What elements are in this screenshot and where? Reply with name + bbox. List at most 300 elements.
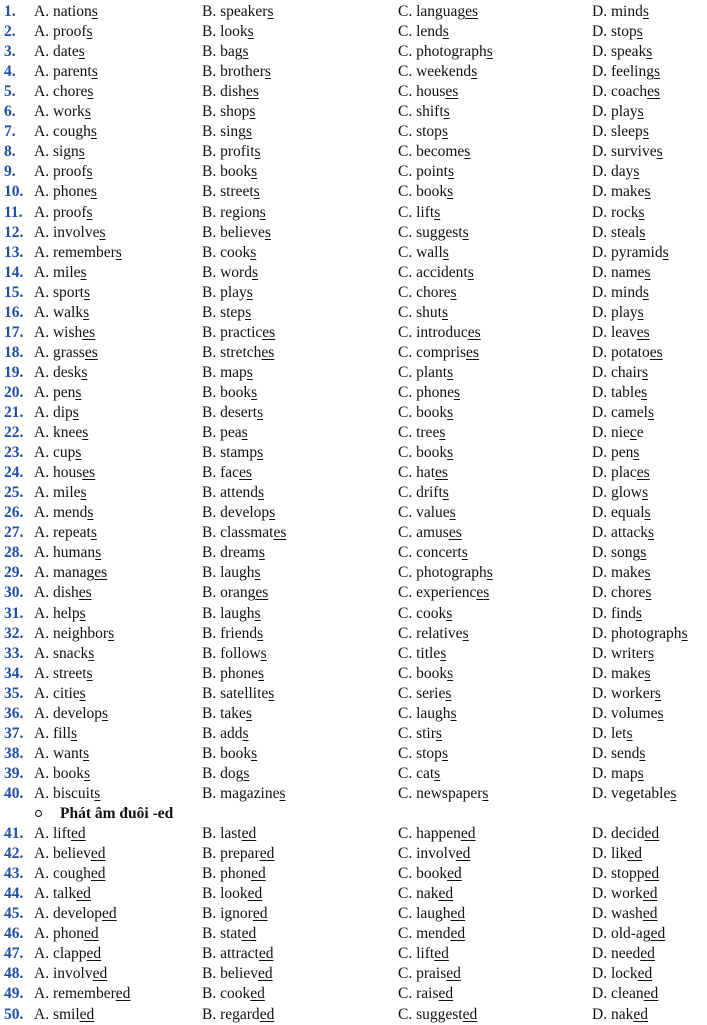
option-letter: C. — [398, 764, 417, 782]
underlined-ending: s — [249, 103, 256, 121]
underlined-ending: s — [91, 63, 98, 81]
option-letter: C. — [398, 504, 417, 522]
question-number: 10. — [4, 183, 24, 201]
question-row — [0, 102, 707, 122]
option-letter: B. — [202, 704, 221, 722]
word-part: proof — [52, 23, 87, 41]
option-b — [202, 824, 256, 844]
word-part: concert — [416, 544, 462, 562]
underlined-ending: s — [83, 764, 90, 782]
option-d — [592, 2, 649, 22]
option-letter: B. — [202, 744, 221, 762]
option-a — [34, 904, 117, 924]
option-c — [398, 764, 440, 784]
option-letter: A. — [34, 784, 53, 802]
option-letter: B. — [202, 925, 221, 943]
option-d — [592, 964, 652, 984]
underlined-ending: s — [486, 564, 493, 582]
option-letter: B. — [202, 323, 221, 341]
word-part: phon — [52, 925, 84, 943]
underlined-ending: s — [461, 544, 468, 562]
option-b — [202, 764, 249, 784]
option-b — [202, 664, 264, 684]
option-d — [592, 383, 647, 403]
underlined-ending: s — [257, 664, 265, 682]
underlined-ending: s — [654, 684, 661, 702]
underlined-ending: s — [635, 604, 642, 622]
word-part: song — [610, 544, 641, 562]
underlined-ending: s — [644, 564, 651, 582]
underlined-ending: s — [88, 644, 95, 662]
underlined-ending: s — [644, 183, 651, 201]
option-letter: C. — [398, 704, 417, 722]
option-letter: C. — [398, 103, 417, 121]
question-row — [0, 1005, 707, 1025]
word-part: manag — [52, 564, 95, 582]
option-b — [202, 363, 253, 383]
option-letter: A. — [34, 885, 53, 903]
underlined-ending: s — [75, 383, 82, 401]
section-heading-ed — [0, 804, 707, 824]
option-letter: A. — [34, 604, 53, 622]
word-part: phone — [220, 664, 258, 682]
word-part: develop — [52, 905, 103, 923]
question-number: 35. — [4, 684, 24, 702]
option-letter: B. — [202, 203, 221, 221]
option-letter: B. — [202, 363, 221, 381]
option-a — [34, 604, 86, 624]
word-part: amus — [416, 524, 449, 542]
underlined-ending: s — [247, 23, 254, 41]
option-letter: A. — [34, 43, 53, 61]
question-number: 7. — [4, 123, 16, 141]
underlined-ending: c — [629, 424, 637, 442]
question-row — [0, 62, 707, 82]
question-number: 18. — [4, 343, 24, 361]
option-letter: D. — [592, 664, 611, 682]
underlined-ending: ed — [460, 825, 476, 843]
option-letter: D. — [592, 845, 611, 863]
underlined-ending: es — [78, 584, 92, 602]
underlined-ending: es — [476, 584, 490, 602]
option-a — [34, 684, 86, 704]
underlined-ending: s — [258, 544, 265, 562]
word-part: e — [636, 424, 644, 442]
option-letter: D. — [592, 784, 611, 802]
question-row — [0, 463, 707, 483]
option-b — [202, 62, 271, 82]
option-c — [398, 523, 462, 543]
option-letter: A. — [34, 223, 53, 241]
option-letter: D. — [592, 43, 611, 61]
option-a — [34, 503, 93, 523]
option-letter: C. — [398, 945, 417, 963]
option-letter: B. — [202, 905, 221, 923]
option-c — [398, 503, 456, 523]
word-part: street — [52, 664, 87, 682]
option-c — [398, 263, 474, 283]
option-c — [398, 162, 454, 182]
word-part: dish — [52, 584, 79, 602]
question-row — [0, 884, 707, 904]
option-d — [592, 844, 642, 864]
option-letter: C. — [398, 203, 417, 221]
option-letter: A. — [34, 965, 53, 983]
option-b — [202, 263, 258, 283]
option-letter: D. — [592, 724, 611, 742]
word-part: rais — [416, 985, 439, 1003]
underlined-ending: s — [83, 283, 90, 301]
word-part: attend — [220, 484, 258, 502]
word-part: stat — [220, 925, 242, 943]
option-b — [202, 82, 259, 102]
question-row — [0, 864, 707, 884]
option-letter: D. — [592, 464, 611, 482]
option-letter: A. — [34, 544, 53, 562]
word-part: nak — [610, 1005, 634, 1023]
word-part: weekend — [416, 63, 472, 81]
underlined-ending: s — [644, 504, 651, 522]
option-d — [592, 82, 660, 102]
underlined-ending: s — [636, 23, 643, 41]
question-row — [0, 203, 707, 223]
question-number: 5. — [4, 83, 16, 101]
option-c — [398, 203, 440, 223]
option-letter: A. — [34, 323, 53, 341]
word-part: dog — [220, 764, 244, 782]
option-letter: B. — [202, 263, 221, 281]
option-d — [592, 644, 654, 664]
option-letter: B. — [202, 383, 221, 401]
underlined-ending: s — [254, 143, 261, 161]
underlined-ending: s — [657, 704, 664, 722]
option-a — [34, 423, 88, 443]
underlined-ending: s — [656, 143, 663, 161]
option-letter: C. — [398, 784, 417, 802]
option-d — [592, 984, 658, 1004]
option-letter: D. — [592, 363, 611, 381]
option-letter: C. — [398, 183, 417, 201]
word-part: remember — [52, 985, 116, 1003]
option-letter: A. — [34, 865, 53, 883]
underlined-ending: s — [450, 283, 457, 301]
question-number: 20. — [4, 383, 24, 401]
underlined-ending: s — [245, 303, 252, 321]
underlined-ending: s — [633, 444, 640, 462]
word-part: last — [220, 825, 242, 843]
option-letter: A. — [34, 484, 53, 502]
underlined-ending: s — [637, 764, 644, 782]
word-part: suggest — [416, 1005, 463, 1023]
underlined-ending: s — [442, 243, 449, 261]
underlined-ending: s — [637, 303, 644, 321]
option-b — [202, 984, 265, 1004]
option-b — [202, 182, 260, 202]
option-b — [202, 483, 264, 503]
option-a — [34, 964, 107, 984]
question-number: 25. — [4, 484, 24, 502]
option-c — [398, 403, 453, 423]
word-part: tree — [416, 424, 440, 442]
word-part: value — [416, 504, 450, 522]
option-b — [202, 684, 274, 704]
underlined-ending: es — [239, 464, 252, 482]
word-part: book — [416, 404, 448, 421]
underlined-ending: s — [86, 23, 93, 41]
option-letter: B. — [202, 885, 221, 903]
word-part: sleep — [610, 123, 643, 141]
word-part: wash — [610, 905, 643, 923]
option-letter: A. — [34, 444, 53, 462]
word-part: book — [416, 664, 448, 682]
option-letter: B. — [202, 83, 221, 101]
underlined-ending: s — [449, 504, 456, 522]
option-a — [34, 363, 87, 383]
underlined-ending: s — [253, 183, 260, 201]
word-part: sign — [52, 143, 79, 161]
option-letter: D. — [592, 484, 611, 502]
word-part: newspaper — [416, 784, 483, 802]
word-part: stopp — [610, 865, 645, 883]
option-a — [34, 403, 79, 423]
word-part: word — [220, 263, 252, 281]
underlined-ending: s — [245, 123, 252, 141]
question-number: 27. — [4, 524, 24, 542]
option-letter: C. — [398, 123, 417, 141]
word-part: magazine — [220, 784, 280, 802]
question-row — [0, 604, 707, 624]
underlined-ending: s — [447, 183, 454, 201]
option-letter: C. — [398, 223, 417, 241]
word-part: book — [416, 183, 448, 201]
underlined-ending: ed — [644, 865, 660, 883]
underlined-ending: s — [90, 123, 97, 141]
underlined-ending: s — [442, 484, 449, 502]
underlined-ending: s — [642, 283, 649, 301]
option-d — [592, 303, 644, 323]
option-a — [34, 924, 99, 944]
option-a — [34, 243, 122, 263]
option-letter: A. — [34, 3, 53, 20]
option-letter: B. — [202, 143, 221, 161]
question-number: 26. — [4, 504, 24, 522]
option-c — [398, 383, 460, 403]
option-d — [592, 503, 651, 523]
option-letter: D. — [592, 83, 611, 101]
option-letter: B. — [202, 444, 221, 462]
word-part: camel — [610, 404, 648, 421]
word-part: book — [416, 444, 448, 462]
underlined-ending: ed — [257, 965, 273, 983]
word-part: cup — [52, 444, 76, 462]
underlined-ending: s — [108, 624, 115, 642]
option-c — [398, 42, 493, 62]
option-letter: C. — [398, 524, 417, 542]
word-part: shut — [416, 303, 442, 321]
underlined-ending: ed — [71, 825, 86, 843]
underlined-ending: s — [450, 704, 457, 722]
question-row — [0, 443, 707, 463]
underlined-ending: s — [447, 664, 454, 682]
word-part: mile — [52, 484, 81, 502]
question-number: 44. — [4, 885, 24, 903]
underlined-ending: s — [254, 604, 261, 622]
option-a — [34, 142, 85, 162]
option-letter: B. — [202, 584, 221, 602]
word-part: nak — [416, 885, 439, 903]
option-d — [592, 624, 688, 644]
option-letter: D. — [592, 323, 611, 341]
option-d — [592, 724, 633, 744]
underlined-ending: s — [269, 504, 276, 522]
word-part: involv — [416, 845, 456, 863]
option-b — [202, 944, 273, 964]
option-b — [202, 1005, 274, 1025]
option-b — [202, 884, 262, 904]
option-b — [202, 543, 265, 563]
option-a — [34, 42, 85, 62]
option-letter: A. — [34, 845, 53, 863]
question-number: 4. — [4, 63, 16, 81]
word-part: want — [52, 744, 84, 762]
underlined-ending: s — [486, 43, 493, 61]
option-b — [202, 162, 257, 182]
underlined-ending: s — [81, 363, 88, 381]
option-letter: B. — [202, 604, 221, 622]
underlined-ending: s — [87, 83, 94, 101]
option-b — [202, 423, 248, 443]
underlined-ending: s — [246, 283, 253, 301]
option-a — [34, 644, 94, 664]
underlined-ending: s — [434, 203, 441, 221]
option-b — [202, 2, 273, 22]
underlined-ending: ed — [633, 1005, 648, 1023]
option-b — [202, 904, 267, 924]
word-part: mind — [610, 3, 643, 20]
word-part: clapp — [52, 945, 87, 963]
option-letter: D. — [592, 945, 611, 963]
question-row — [0, 223, 707, 243]
word-part: knee — [52, 424, 83, 442]
option-d — [592, 944, 655, 964]
option-b — [202, 323, 275, 343]
question-number: 17. — [4, 323, 24, 341]
word-part: become — [416, 143, 465, 161]
underlined-ending: s — [80, 263, 87, 281]
option-letter: C. — [398, 564, 417, 582]
underlined-ending: s — [257, 484, 265, 502]
underlined-ending: s — [78, 43, 85, 61]
option-letter: A. — [34, 83, 53, 101]
option-letter: B. — [202, 303, 221, 321]
underlined-ending: s — [115, 243, 122, 261]
question-row — [0, 563, 707, 583]
option-letter: B. — [202, 3, 221, 20]
option-a — [34, 383, 81, 403]
question-row — [0, 283, 707, 303]
option-letter: A. — [34, 684, 53, 702]
word-part: decid — [610, 825, 645, 843]
underlined-ending: s — [641, 363, 648, 381]
underlined-ending: s — [471, 63, 478, 81]
question-row — [0, 704, 707, 724]
underlined-ending: s — [83, 303, 90, 321]
word-part: prais — [416, 965, 447, 983]
option-c — [398, 844, 470, 864]
underlined-ending: s — [647, 644, 655, 662]
underlined-ending: ed — [450, 905, 466, 923]
option-c — [398, 82, 458, 102]
option-c — [398, 443, 453, 463]
option-letter: A. — [34, 624, 53, 642]
question-number: 1. — [4, 3, 16, 20]
question-number: 34. — [4, 664, 24, 682]
option-letter: B. — [202, 684, 221, 702]
question-row — [0, 343, 707, 363]
word-part: look — [220, 23, 248, 41]
option-letter: C. — [398, 865, 417, 883]
question-row — [0, 924, 707, 944]
option-letter: A. — [34, 524, 53, 542]
underlined-ending: s — [79, 604, 86, 622]
option-c — [398, 724, 442, 744]
option-letter: B. — [202, 163, 221, 181]
word-part: play — [610, 303, 638, 321]
question-row — [0, 182, 707, 202]
option-letter: D. — [592, 865, 611, 883]
question-row — [0, 42, 707, 62]
underlined-ending: s — [644, 263, 651, 281]
underlined-ending: s — [279, 784, 286, 802]
question-number: 12. — [4, 223, 24, 241]
word-part: coach — [610, 83, 648, 101]
option-c — [398, 563, 493, 583]
word-part: cook — [416, 604, 447, 622]
question-row — [0, 984, 707, 1004]
underlined-ending: ed — [640, 945, 655, 963]
question-number: 6. — [4, 103, 16, 121]
option-b — [202, 844, 274, 864]
question-number: 19. — [4, 363, 24, 381]
option-a — [34, 343, 98, 363]
underlined-ending: ed — [455, 845, 471, 863]
underlined-ending: s — [242, 43, 249, 61]
underlined-ending: s — [645, 584, 652, 602]
option-letter: B. — [202, 343, 221, 361]
word-part: cook — [220, 243, 251, 261]
underlined-ending: ed — [447, 865, 462, 883]
underlined-ending: s — [251, 163, 258, 181]
word-part: pen — [52, 383, 76, 401]
question-row — [0, 824, 707, 844]
underlined-ending: ed — [642, 885, 658, 903]
underlined-ending: s — [639, 223, 646, 241]
question-row — [0, 583, 707, 603]
option-a — [34, 82, 93, 102]
word-part: stop — [610, 23, 637, 41]
option-d — [592, 684, 661, 704]
word-part: cough — [52, 865, 91, 883]
word-part: lift — [52, 825, 72, 843]
question-row — [0, 784, 707, 804]
option-b — [202, 523, 286, 543]
option-d — [592, 283, 649, 303]
word-part: dream — [220, 544, 259, 562]
underlined-ending: es — [445, 83, 459, 101]
question-number: 39. — [4, 764, 24, 782]
option-c — [398, 664, 453, 684]
word-part: friend — [220, 624, 258, 642]
